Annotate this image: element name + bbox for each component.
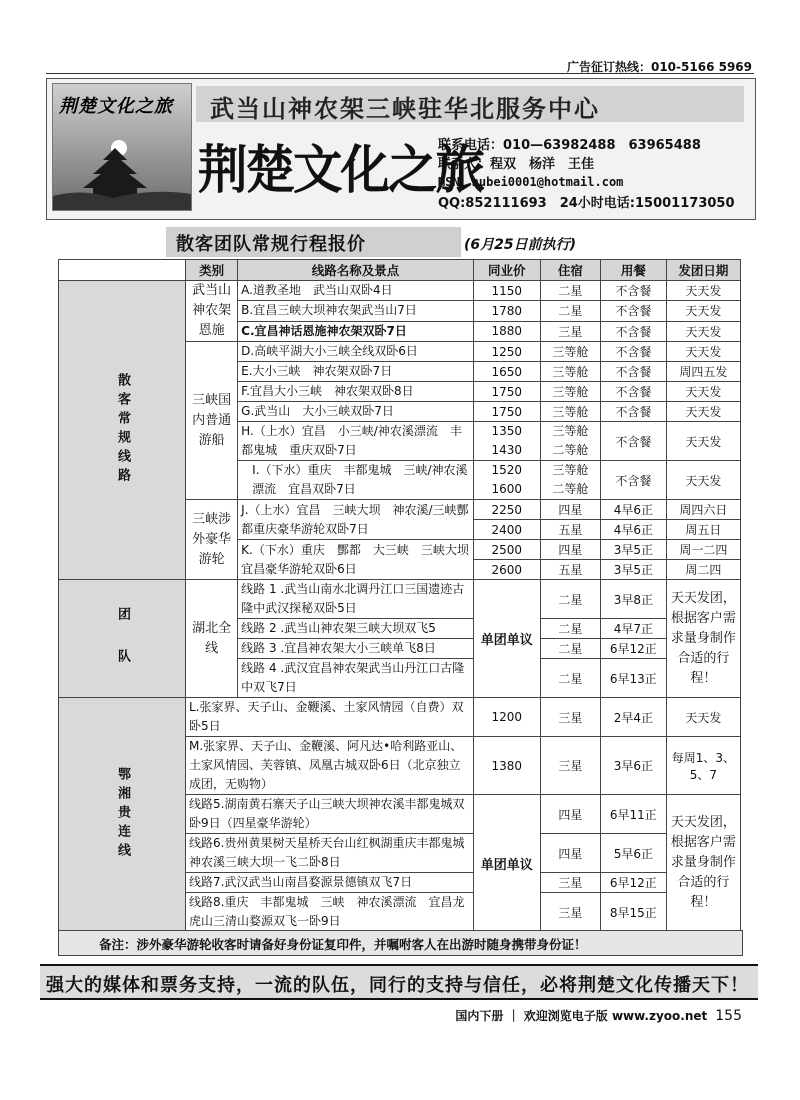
- route-cell: 线路 3 .宜昌神农架大小三峡单飞8日: [238, 639, 474, 659]
- table-row: [59, 580, 741, 619]
- price-cell: 单团单议: [473, 795, 540, 932]
- price-cell: 1200: [473, 698, 540, 737]
- route-cell: 线路8.重庆 丰都鬼城 三峡 神农溪漂流 宜昌龙虎山三清山婺源双飞一卧9日: [186, 893, 474, 932]
- date-cell: 天天发: [666, 402, 740, 422]
- meal-cell: 3早5正: [601, 540, 667, 560]
- price-cell: 1750: [473, 382, 540, 402]
- hotel-cell: 三等舱: [540, 342, 600, 362]
- slogan-bar: [40, 964, 758, 1000]
- contact-people: 联系人：程双 杨洋 王佳: [438, 157, 595, 172]
- route-cell: D.高峡平湖大小三峡全线双卧6日: [238, 342, 474, 362]
- date-cell: 每周1、3、5、7: [666, 737, 740, 795]
- date-note: 天天发团，根据客户需求量身制作合适的行程！: [666, 795, 740, 932]
- hotel-cell: 二星: [540, 639, 600, 659]
- date-cell: 周二四: [666, 560, 740, 580]
- meal-cell: 3早6正: [601, 737, 667, 795]
- hotel-cell: 三星: [540, 321, 600, 341]
- price-cell: 1650: [473, 362, 540, 382]
- date-cell: 天天发: [666, 382, 740, 402]
- slogan-text: 强大的媒体和票务支持，一流的队伍，同行的支持与信任，必将荆楚文化传播天下！: [46, 975, 749, 996]
- meal-cell: 5早6正: [601, 834, 667, 873]
- hotel-cell: 二星: [540, 619, 600, 639]
- logo-image: [52, 83, 192, 211]
- route-cell: 线路 4 .武汉宜昌神农架武当山丹江口古隆中双飞7日: [238, 659, 474, 698]
- hotel-cell: 三等舱: [540, 382, 600, 402]
- hotel-cell: 四星: [540, 795, 600, 834]
- page-number: 155: [715, 1008, 742, 1024]
- remark-bar: [58, 930, 743, 956]
- route-cell: I.（下水）重庆 丰都鬼城 三峡/神农溪漂流 宜昌双卧7日: [238, 461, 474, 500]
- brand-title: 荆楚文化之旅: [198, 140, 484, 201]
- section-label: 散客常规线路: [59, 281, 186, 580]
- price-cell: 1780: [473, 301, 540, 321]
- category-label: 武当山神农架恩施: [186, 281, 238, 342]
- top-rule: [46, 73, 754, 74]
- price-cell: 1520 1600: [473, 461, 540, 500]
- meal-cell: 6早11正: [601, 795, 667, 834]
- remark-text: 备注：涉外豪华游轮收客时请备好身份证复印件，并嘱咐客人在出游时随身携带身份证！: [99, 937, 587, 952]
- contact-phone: 联系电话：010—63982488 63965488: [438, 138, 701, 153]
- route-cell: J.（上水）宜昌 三峡大坝 神农溪/三峡酆都重庆豪华游轮双卧7日: [238, 500, 474, 540]
- category-label: 湖北全线: [186, 580, 238, 698]
- corner-cell: [59, 260, 186, 281]
- route-cell: K.（下水）重庆 酆都 大三峡 三峡大坝宜昌豪华游轮双卧6日: [238, 540, 474, 580]
- date-cell: 天天发: [666, 301, 740, 321]
- category-label: 三峡国内普通游船: [186, 342, 238, 500]
- meal-cell: 6早12正: [601, 639, 667, 659]
- table-header: [59, 260, 741, 281]
- route-cell: 线路7.武汉武当山南昌婺源景德镇双飞7日: [186, 873, 474, 893]
- header-price: 同业价: [473, 260, 540, 281]
- page-footer: [455, 1007, 742, 1024]
- hotel-cell: 三等舱: [540, 402, 600, 422]
- hotel-cell: 三星: [540, 737, 600, 795]
- price-cell: 1880: [473, 321, 540, 341]
- hotel-cell: 二星: [540, 301, 600, 321]
- logo-text: 荆楚文化之旅: [59, 96, 173, 117]
- hotel-cell: 五星: [540, 520, 600, 540]
- meal-cell: 3早5正: [601, 560, 667, 580]
- route-cell: C.宜昌神话恩施神农架双卧7日: [238, 321, 474, 341]
- hotel-cell: 二星: [540, 281, 600, 301]
- hotel-cell: 二星: [540, 659, 600, 698]
- header-meal: 用餐: [601, 260, 667, 281]
- meal-cell: 不含餐: [601, 321, 667, 341]
- price-cell: 1350 1430: [473, 422, 540, 461]
- hotel-cell: 三星: [540, 873, 600, 893]
- hotel-cell: 三星: [540, 893, 600, 932]
- date-cell: 天天发: [666, 698, 740, 737]
- table-row: [59, 698, 741, 737]
- price-cell: 2250: [473, 500, 540, 520]
- date-note: 天天发团，根据客户需求量身制作合适的行程！: [666, 580, 740, 698]
- price-cell: 2600: [473, 560, 540, 580]
- price-cell: 1750: [473, 402, 540, 422]
- header-hotel: 住宿: [540, 260, 600, 281]
- date-cell: 天天发: [666, 321, 740, 341]
- meal-cell: 不含餐: [601, 402, 667, 422]
- route-cell: G.武当山 大小三峡双卧7日: [238, 402, 474, 422]
- hotel-cell: 三星: [540, 698, 600, 737]
- hotel-cell: 三等舱 二等舱: [540, 422, 600, 461]
- route-cell: 线路6.贵州黄果树天星桥天台山红枫湖重庆丰都鬼城神农溪三峡大坝一飞二卧8日: [186, 834, 474, 873]
- date-cell: 天天发: [666, 281, 740, 301]
- contact-qq: QQ:852111693 24小时电话:15001173050: [438, 196, 735, 211]
- header-route: 线路名称及景点: [238, 260, 474, 281]
- meal-cell: 不含餐: [601, 362, 667, 382]
- price-cell: 2500: [473, 540, 540, 560]
- meal-cell: 不含餐: [601, 422, 667, 461]
- route-cell: F.宜昌大小三峡 神农架双卧8日: [238, 382, 474, 402]
- contact-msn: MSN：hubei0001@hotmail.com: [438, 175, 624, 189]
- meal-cell: 4早7正: [601, 619, 667, 639]
- date-cell: 天天发: [666, 422, 740, 461]
- hotel-cell: 三等舱: [540, 362, 600, 382]
- route-cell: 线路 1 .武当山南水北调丹江口三国遗迹古隆中武汉探秘双卧5日: [238, 580, 474, 619]
- meal-cell: 3早8正: [601, 580, 667, 619]
- price-cell: 1250: [473, 342, 540, 362]
- date-cell: 天天发: [666, 461, 740, 500]
- meal-cell: 不含餐: [601, 461, 667, 500]
- footer-text: 国内下册 ｜ 欢迎浏览电子版 www.zyoo.net: [455, 1009, 708, 1023]
- hotel-cell: 三等舱 二等舱: [540, 461, 600, 500]
- meal-cell: 4早6正: [601, 500, 667, 520]
- pagoda-icon: [53, 144, 191, 210]
- meal-cell: 不含餐: [601, 301, 667, 321]
- section-label: 团 队: [59, 580, 186, 698]
- route-cell: L.张家界、天子山、金鞭溪、土家风情园（自费）双卧5日: [186, 698, 474, 737]
- route-cell: H.（上水）宜昌 小三峡/神农溪漂流 丰都鬼城 重庆双卧7日: [238, 422, 474, 461]
- header-date: 发团日期: [666, 260, 740, 281]
- category-label: 三峡涉外豪华游轮: [186, 500, 238, 580]
- price-cell: 2400: [473, 520, 540, 540]
- meal-cell: 不含餐: [601, 281, 667, 301]
- meal-cell: 6早13正: [601, 659, 667, 698]
- header-category: 类别: [186, 260, 238, 281]
- banner: [196, 86, 744, 122]
- subtitle-date: (6月25日前执行): [464, 237, 577, 253]
- route-cell: B.宜昌三峡大坝神农架武当山7日: [238, 301, 474, 321]
- hotel-cell: 四星: [540, 834, 600, 873]
- route-cell: M.张家界、天子山、金鞭溪、阿凡达•哈利路亚山、土家风情园、芙蓉镇、凤凰古城双卧6日（北京独立成团，无购物）: [186, 737, 474, 795]
- route-cell: E.大小三峡 神农架双卧7日: [238, 362, 474, 382]
- subtitle: 散客团队常规行程报价: [176, 234, 366, 255]
- route-cell: A.道教圣地 武当山双卧4日: [238, 281, 474, 301]
- price-table: [58, 259, 741, 932]
- price-cell: 1380: [473, 737, 540, 795]
- hotel-cell: 五星: [540, 560, 600, 580]
- meal-cell: 4早6正: [601, 520, 667, 540]
- route-cell: 线路5.湖南黄石寨天子山三峡大坝神农溪丰都鬼城双卧9日（四星豪华游轮）: [186, 795, 474, 834]
- meal-cell: 8早15正: [601, 893, 667, 932]
- section-label: 鄂湘贵连线: [59, 698, 186, 932]
- date-cell: 天天发: [666, 342, 740, 362]
- price-cell: 单团单议: [473, 580, 540, 698]
- date-cell: 周四六日: [666, 500, 740, 520]
- meal-cell: 不含餐: [601, 342, 667, 362]
- date-cell: 周四五发: [666, 362, 740, 382]
- date-cell: 周五日: [666, 520, 740, 540]
- price-cell: 1150: [473, 281, 540, 301]
- meal-cell: 不含餐: [601, 382, 667, 402]
- hotel-cell: 四星: [540, 540, 600, 560]
- ad-hotline: 广告征订热线：010-5166 5969: [566, 60, 752, 74]
- date-cell: 周一二四: [666, 540, 740, 560]
- table-row: [59, 281, 741, 301]
- route-cell: 线路 2 .武当山神农架三峡大坝双飞5: [238, 619, 474, 639]
- hotel-cell: 二星: [540, 580, 600, 619]
- meal-cell: 2早4正: [601, 698, 667, 737]
- hotel-cell: 四星: [540, 500, 600, 520]
- banner-title: 武当山神农架三峡驻华北服务中心: [210, 94, 600, 123]
- meal-cell: 6早12正: [601, 873, 667, 893]
